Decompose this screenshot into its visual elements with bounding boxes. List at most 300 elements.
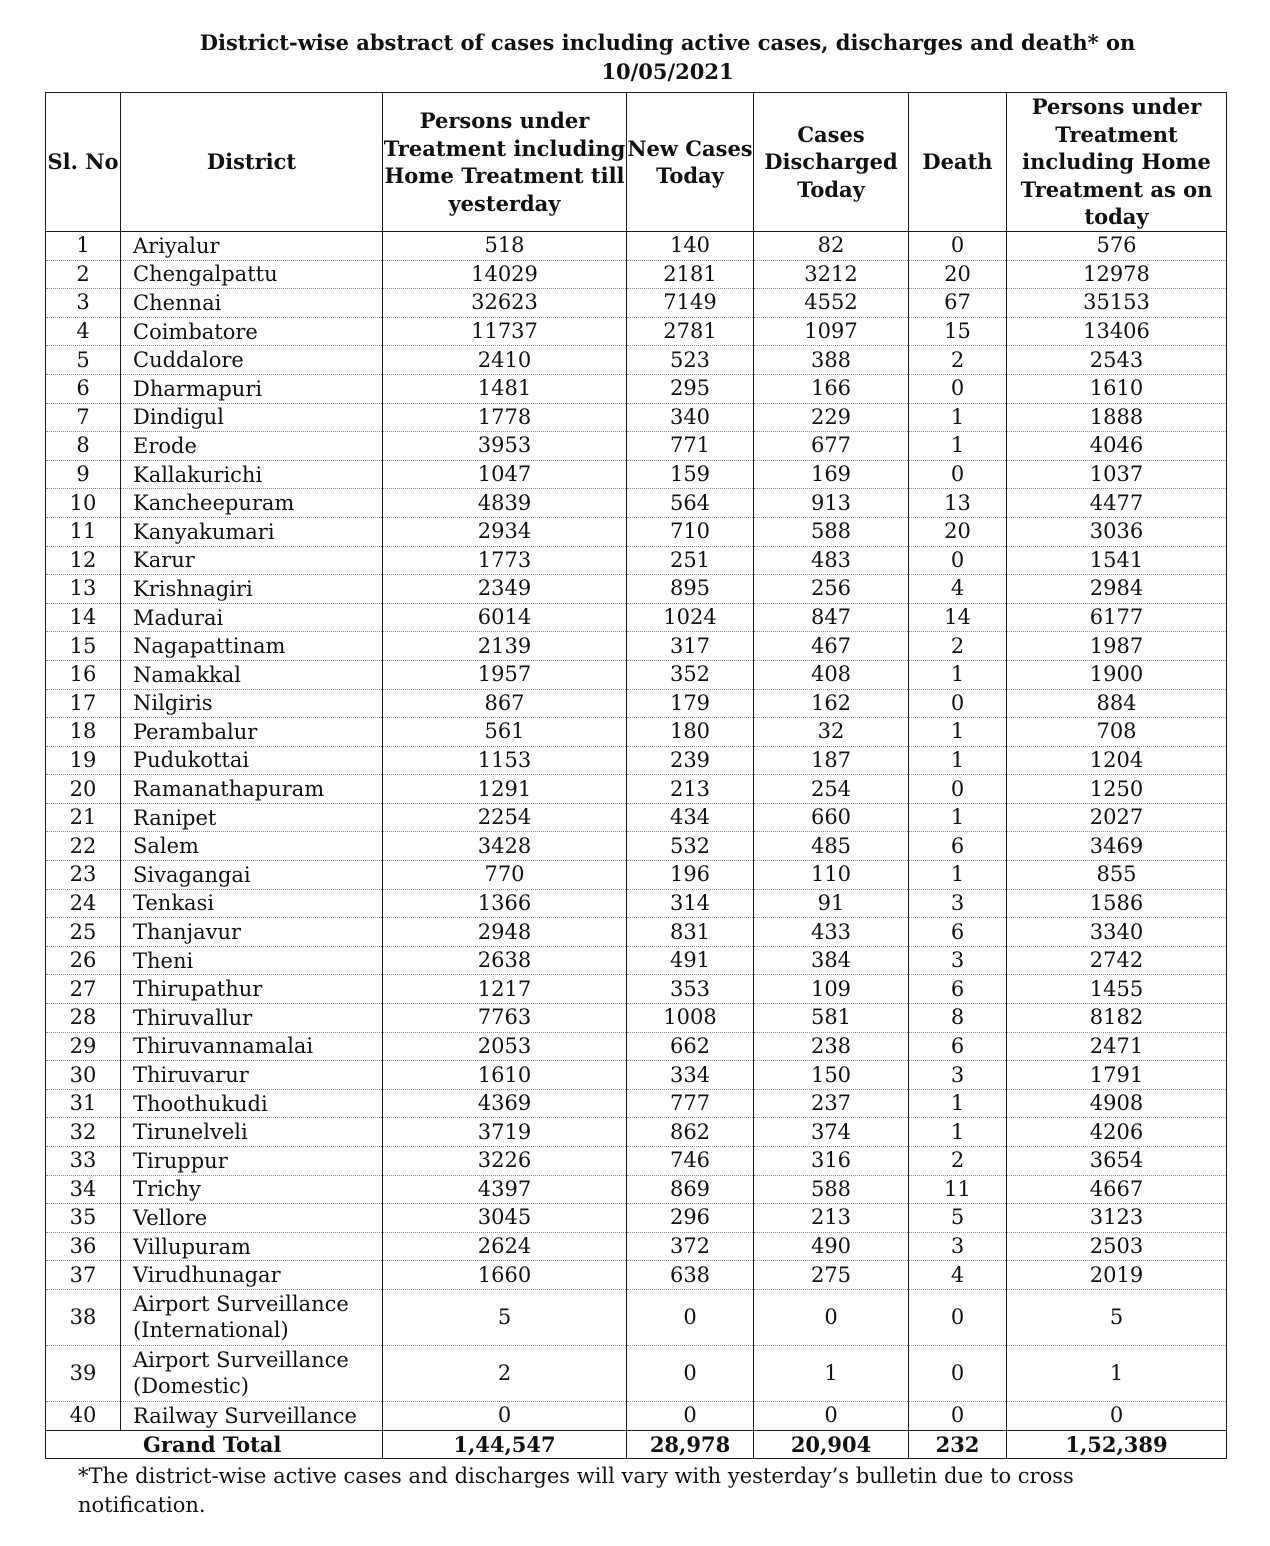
cell-under-treatment-yesterday: 1610 [383, 1061, 627, 1090]
cell-under-treatment-yesterday: 3045 [383, 1204, 627, 1233]
cell-under-treatment-yesterday: 2624 [383, 1232, 627, 1261]
cell-district: Nilgiris [121, 689, 383, 718]
cell-district: Thoothukudi [121, 1089, 383, 1118]
table-row [46, 946, 1227, 975]
table-row [46, 832, 1227, 861]
cell-death: 0 [909, 546, 1007, 575]
cell-discharged: 254 [754, 775, 909, 804]
cell-under-treatment-today: 4667 [1007, 1175, 1227, 1204]
cell-under-treatment-today: 2019 [1007, 1261, 1227, 1290]
cell-sl-no: 37 [46, 1261, 121, 1290]
cell-under-treatment-yesterday: 1153 [383, 746, 627, 775]
cell-under-treatment-today: 35153 [1007, 289, 1227, 318]
cell-under-treatment-yesterday: 1778 [383, 403, 627, 432]
cell-under-treatment-yesterday: 5 [383, 1289, 627, 1345]
cell-under-treatment-yesterday: 1047 [383, 460, 627, 489]
cell-new-cases: 2181 [627, 260, 754, 289]
cell-under-treatment-yesterday: 518 [383, 232, 627, 261]
cell-under-treatment-today: 3469 [1007, 832, 1227, 861]
table-row [46, 489, 1227, 518]
table-row [46, 403, 1227, 432]
cell-district: Tiruppur [121, 1147, 383, 1176]
cell-discharged: 275 [754, 1261, 909, 1290]
cell-district: Thirupathur [121, 975, 383, 1004]
cell-district: Karur [121, 546, 383, 575]
cell-under-treatment-yesterday: 2410 [383, 346, 627, 375]
table-row [46, 546, 1227, 575]
cell-under-treatment-today: 576 [1007, 232, 1227, 261]
cell-death: 0 [909, 460, 1007, 489]
cell-under-treatment-yesterday: 1291 [383, 775, 627, 804]
cell-death: 4 [909, 1261, 1007, 1290]
title-line-2: 10/05/2021 [601, 59, 734, 84]
table-row [46, 718, 1227, 747]
cell-sl-no: 32 [46, 1118, 121, 1147]
cell-under-treatment-yesterday: 2349 [383, 575, 627, 604]
cell-death: 13 [909, 489, 1007, 518]
cell-death: 3 [909, 889, 1007, 918]
cell-sl-no: 27 [46, 975, 121, 1004]
cell-new-cases: 777 [627, 1089, 754, 1118]
cell-death: 0 [909, 1289, 1007, 1345]
cell-discharged: 1 [754, 1345, 909, 1401]
cell-district: Airport Surveillance (Domestic) [121, 1345, 383, 1401]
cell-death: 1 [909, 403, 1007, 432]
cell-under-treatment-yesterday: 561 [383, 718, 627, 747]
cell-death: 3 [909, 946, 1007, 975]
cell-discharged: 4552 [754, 289, 909, 318]
table-row [46, 746, 1227, 775]
cell-sl-no: 13 [46, 575, 121, 604]
cell-under-treatment-today: 2503 [1007, 1232, 1227, 1261]
cell-discharged: 256 [754, 575, 909, 604]
table-row [46, 374, 1227, 403]
cell-sl-no: 14 [46, 603, 121, 632]
cell-sl-no: 6 [46, 374, 121, 403]
cell-discharged: 110 [754, 861, 909, 890]
page-title [0, 28, 1270, 86]
cell-new-cases: 434 [627, 803, 754, 832]
cell-under-treatment-today: 8182 [1007, 1004, 1227, 1033]
cell-under-treatment-today: 12978 [1007, 260, 1227, 289]
cell-district: Dindigul [121, 403, 383, 432]
cell-new-cases: 0 [627, 1401, 754, 1430]
cell-under-treatment-yesterday: 4397 [383, 1175, 627, 1204]
cell-under-treatment-today: 5 [1007, 1289, 1227, 1345]
title-line-1: District-wise abstract of cases including active cases, discharges and death* on [199, 30, 1136, 55]
table-row [46, 432, 1227, 461]
cell-sl-no: 7 [46, 403, 121, 432]
table-row [46, 289, 1227, 318]
header-row [46, 93, 1227, 232]
cell-district: Ariyalur [121, 232, 383, 261]
cell-sl-no: 12 [46, 546, 121, 575]
cell-sl-no: 20 [46, 775, 121, 804]
cell-discharged: 588 [754, 517, 909, 546]
cell-discharged: 32 [754, 718, 909, 747]
cell-district: Thiruvarur [121, 1061, 383, 1090]
cell-discharged: 213 [754, 1204, 909, 1233]
cell-sl-no: 34 [46, 1175, 121, 1204]
cell-sl-no: 35 [46, 1204, 121, 1233]
cell-discharged: 490 [754, 1232, 909, 1261]
cell-district: Nagapattinam [121, 632, 383, 661]
header-death: Death [909, 93, 1007, 232]
cell-district: Thiruvannamalai [121, 1032, 383, 1061]
cell-new-cases: 251 [627, 546, 754, 575]
cell-death: 1 [909, 660, 1007, 689]
cell-under-treatment-today: 855 [1007, 861, 1227, 890]
cell-under-treatment-today: 3036 [1007, 517, 1227, 546]
header-under-treatment-yesterday: Persons under Treatment including Home Treatment till yesterday [383, 93, 627, 232]
cell-district: Railway Surveillance [121, 1401, 383, 1430]
cell-under-treatment-yesterday: 2948 [383, 918, 627, 947]
cell-sl-no: 25 [46, 918, 121, 947]
cell-death: 1 [909, 1089, 1007, 1118]
table-row [46, 1089, 1227, 1118]
total-discharged: 20,904 [754, 1430, 909, 1458]
cell-under-treatment-today: 1586 [1007, 889, 1227, 918]
table-row [46, 1345, 1227, 1401]
cell-death: 0 [909, 232, 1007, 261]
cell-sl-no: 30 [46, 1061, 121, 1090]
cell-under-treatment-today: 4046 [1007, 432, 1227, 461]
cell-new-cases: 1024 [627, 603, 754, 632]
cell-district: Airport Surveillance (International) [121, 1289, 383, 1345]
table-row [46, 918, 1227, 947]
cell-sl-no: 18 [46, 718, 121, 747]
cell-district: Kanyakumari [121, 517, 383, 546]
cell-under-treatment-today: 1900 [1007, 660, 1227, 689]
total-death: 232 [909, 1430, 1007, 1458]
cell-under-treatment-today: 1455 [1007, 975, 1227, 1004]
cell-discharged: 408 [754, 660, 909, 689]
cell-under-treatment-today: 884 [1007, 689, 1227, 718]
cell-under-treatment-today: 2027 [1007, 803, 1227, 832]
cell-sl-no: 33 [46, 1147, 121, 1176]
cell-sl-no: 29 [46, 1032, 121, 1061]
cell-under-treatment-today: 2471 [1007, 1032, 1227, 1061]
cell-sl-no: 39 [46, 1345, 121, 1401]
cell-under-treatment-today: 1541 [1007, 546, 1227, 575]
cell-death: 0 [909, 775, 1007, 804]
cell-new-cases: 314 [627, 889, 754, 918]
cell-new-cases: 180 [627, 718, 754, 747]
cell-district: Kancheepuram [121, 489, 383, 518]
table-row [46, 517, 1227, 546]
cell-under-treatment-today: 1987 [1007, 632, 1227, 661]
cell-district: Erode [121, 432, 383, 461]
cell-under-treatment-today: 1204 [1007, 746, 1227, 775]
cell-sl-no: 17 [46, 689, 121, 718]
table-row [46, 689, 1227, 718]
cell-death: 0 [909, 1401, 1007, 1430]
cell-death: 1 [909, 803, 1007, 832]
header-new-cases: New Cases Today [627, 93, 754, 232]
cell-sl-no: 24 [46, 889, 121, 918]
cell-discharged: 0 [754, 1289, 909, 1345]
grand-total-row [46, 1430, 1227, 1458]
table-row [46, 317, 1227, 346]
cell-sl-no: 38 [46, 1289, 121, 1345]
cell-district: Theni [121, 946, 383, 975]
table-row [46, 1118, 1227, 1147]
cell-sl-no: 26 [46, 946, 121, 975]
cell-under-treatment-yesterday: 1773 [383, 546, 627, 575]
cell-under-treatment-today: 3340 [1007, 918, 1227, 947]
cell-death: 0 [909, 1345, 1007, 1401]
cell-sl-no: 22 [46, 832, 121, 861]
cell-under-treatment-yesterday: 2934 [383, 517, 627, 546]
table-row [46, 575, 1227, 604]
cell-death: 20 [909, 260, 1007, 289]
cell-new-cases: 771 [627, 432, 754, 461]
cell-under-treatment-yesterday: 6014 [383, 603, 627, 632]
cell-new-cases: 831 [627, 918, 754, 947]
cell-new-cases: 296 [627, 1204, 754, 1233]
cell-new-cases: 213 [627, 775, 754, 804]
cell-discharged: 82 [754, 232, 909, 261]
table-row [46, 1204, 1227, 1233]
cell-discharged: 166 [754, 374, 909, 403]
cell-new-cases: 869 [627, 1175, 754, 1204]
cell-sl-no: 23 [46, 861, 121, 890]
cell-discharged: 677 [754, 432, 909, 461]
table-row [46, 775, 1227, 804]
cell-discharged: 150 [754, 1061, 909, 1090]
table-row [46, 1061, 1227, 1090]
cell-under-treatment-today: 4477 [1007, 489, 1227, 518]
cell-district: Dharmapuri [121, 374, 383, 403]
cell-death: 1 [909, 718, 1007, 747]
cell-discharged: 660 [754, 803, 909, 832]
cell-death: 2 [909, 1147, 1007, 1176]
table-row [46, 1175, 1227, 1204]
cell-district: Ramanathapuram [121, 775, 383, 804]
cell-district: Madurai [121, 603, 383, 632]
table-row [46, 1032, 1227, 1061]
cell-district: Virudhunagar [121, 1261, 383, 1290]
cell-new-cases: 196 [627, 861, 754, 890]
cell-discharged: 374 [754, 1118, 909, 1147]
cell-discharged: 91 [754, 889, 909, 918]
cell-new-cases: 710 [627, 517, 754, 546]
table-row [46, 1261, 1227, 1290]
cell-under-treatment-yesterday: 867 [383, 689, 627, 718]
table-row [46, 632, 1227, 661]
cell-under-treatment-yesterday: 0 [383, 1401, 627, 1430]
cell-new-cases: 862 [627, 1118, 754, 1147]
cell-discharged: 316 [754, 1147, 909, 1176]
cell-new-cases: 2781 [627, 317, 754, 346]
cell-under-treatment-yesterday: 4369 [383, 1089, 627, 1118]
cell-new-cases: 0 [627, 1345, 754, 1401]
cell-discharged: 588 [754, 1175, 909, 1204]
cell-discharged: 229 [754, 403, 909, 432]
cell-district: Chennai [121, 289, 383, 318]
cell-new-cases: 372 [627, 1232, 754, 1261]
cell-under-treatment-yesterday: 2254 [383, 803, 627, 832]
cell-under-treatment-yesterday: 2139 [383, 632, 627, 661]
cell-under-treatment-yesterday: 1217 [383, 975, 627, 1004]
cell-discharged: 3212 [754, 260, 909, 289]
cell-death: 1 [909, 746, 1007, 775]
cell-district: Villupuram [121, 1232, 383, 1261]
cell-death: 1 [909, 861, 1007, 890]
cell-discharged: 433 [754, 918, 909, 947]
cell-death: 4 [909, 575, 1007, 604]
cell-death: 2 [909, 346, 1007, 375]
cell-district: Perambalur [121, 718, 383, 747]
cell-new-cases: 352 [627, 660, 754, 689]
table-row [46, 1147, 1227, 1176]
cell-new-cases: 179 [627, 689, 754, 718]
cell-under-treatment-yesterday: 2 [383, 1345, 627, 1401]
cell-district: Tirunelveli [121, 1118, 383, 1147]
cell-under-treatment-yesterday: 3226 [383, 1147, 627, 1176]
table-row [46, 803, 1227, 832]
cell-district: Sivagangai [121, 861, 383, 890]
cell-death: 3 [909, 1061, 1007, 1090]
cell-death: 20 [909, 517, 1007, 546]
cell-under-treatment-yesterday: 32623 [383, 289, 627, 318]
cell-sl-no: 19 [46, 746, 121, 775]
table-row [46, 861, 1227, 890]
table-row [46, 1232, 1227, 1261]
grand-total-label: Grand Total [46, 1430, 383, 1458]
cell-sl-no: 9 [46, 460, 121, 489]
cell-under-treatment-today: 4206 [1007, 1118, 1227, 1147]
table-row [46, 975, 1227, 1004]
cell-discharged: 847 [754, 603, 909, 632]
cell-discharged: 913 [754, 489, 909, 518]
cell-under-treatment-yesterday: 3953 [383, 432, 627, 461]
table-row [46, 889, 1227, 918]
cell-death: 3 [909, 1232, 1007, 1261]
cell-new-cases: 746 [627, 1147, 754, 1176]
table-row [46, 1401, 1227, 1430]
cell-under-treatment-yesterday: 1366 [383, 889, 627, 918]
cell-under-treatment-today: 3123 [1007, 1204, 1227, 1233]
cell-new-cases: 523 [627, 346, 754, 375]
cell-under-treatment-yesterday: 11737 [383, 317, 627, 346]
cell-new-cases: 638 [627, 1261, 754, 1290]
cell-under-treatment-today: 6177 [1007, 603, 1227, 632]
cell-under-treatment-today: 0 [1007, 1401, 1227, 1430]
cell-under-treatment-today: 1 [1007, 1345, 1227, 1401]
cell-new-cases: 532 [627, 832, 754, 861]
cell-discharged: 169 [754, 460, 909, 489]
cell-discharged: 187 [754, 746, 909, 775]
cell-under-treatment-yesterday: 1957 [383, 660, 627, 689]
cell-district: Chengalpattu [121, 260, 383, 289]
cell-sl-no: 8 [46, 432, 121, 461]
cell-discharged: 388 [754, 346, 909, 375]
cell-under-treatment-yesterday: 3428 [383, 832, 627, 861]
cell-under-treatment-today: 1037 [1007, 460, 1227, 489]
header-discharged: Cases Discharged Today [754, 93, 909, 232]
cell-new-cases: 353 [627, 975, 754, 1004]
total-under-treatment-today: 1,52,389 [1007, 1430, 1227, 1458]
cell-new-cases: 7149 [627, 289, 754, 318]
cell-district: Coimbatore [121, 317, 383, 346]
cell-sl-no: 10 [46, 489, 121, 518]
cell-sl-no: 2 [46, 260, 121, 289]
cell-under-treatment-yesterday: 1481 [383, 374, 627, 403]
total-under-treatment-yesterday: 1,44,547 [383, 1430, 627, 1458]
table-row [46, 346, 1227, 375]
cell-under-treatment-today: 708 [1007, 718, 1227, 747]
cell-sl-no: 1 [46, 232, 121, 261]
cell-discharged: 0 [754, 1401, 909, 1430]
header-district: District [121, 93, 383, 232]
cell-sl-no: 5 [46, 346, 121, 375]
cell-district: Tenkasi [121, 889, 383, 918]
cell-death: 6 [909, 918, 1007, 947]
cell-under-treatment-today: 1888 [1007, 403, 1227, 432]
cell-new-cases: 140 [627, 232, 754, 261]
cell-sl-no: 28 [46, 1004, 121, 1033]
cell-district: Ranipet [121, 803, 383, 832]
cell-sl-no: 36 [46, 1232, 121, 1261]
cell-new-cases: 0 [627, 1289, 754, 1345]
cell-death: 8 [909, 1004, 1007, 1033]
cell-discharged: 581 [754, 1004, 909, 1033]
cell-under-treatment-yesterday: 7763 [383, 1004, 627, 1033]
footnote: *The district-wise active cases and discharges will vary with yesterday’s bulletin due to cross notification. [78, 1464, 1074, 1517]
cell-sl-no: 4 [46, 317, 121, 346]
cell-under-treatment-yesterday: 1660 [383, 1261, 627, 1290]
cell-death: 6 [909, 1032, 1007, 1061]
cell-death: 5 [909, 1204, 1007, 1233]
table-row [46, 660, 1227, 689]
cell-death: 0 [909, 689, 1007, 718]
cell-district: Trichy [121, 1175, 383, 1204]
cell-district: Kallakurichi [121, 460, 383, 489]
cell-sl-no: 40 [46, 1401, 121, 1430]
cell-discharged: 109 [754, 975, 909, 1004]
header-under-treatment-today: Persons under Treatment including Home Treatment as on today [1007, 93, 1227, 232]
cell-under-treatment-today: 4908 [1007, 1089, 1227, 1118]
cell-sl-no: 16 [46, 660, 121, 689]
cell-sl-no: 21 [46, 803, 121, 832]
cell-death: 14 [909, 603, 1007, 632]
cell-under-treatment-yesterday: 4839 [383, 489, 627, 518]
table-row [46, 232, 1227, 261]
cell-discharged: 237 [754, 1089, 909, 1118]
table-row [46, 1004, 1227, 1033]
cell-death: 1 [909, 1118, 1007, 1147]
cell-death: 67 [909, 289, 1007, 318]
cell-under-treatment-today: 2984 [1007, 575, 1227, 604]
cell-under-treatment-today: 13406 [1007, 317, 1227, 346]
cell-under-treatment-yesterday: 14029 [383, 260, 627, 289]
cell-district: Vellore [121, 1204, 383, 1233]
cell-sl-no: 15 [46, 632, 121, 661]
cell-under-treatment-today: 3654 [1007, 1147, 1227, 1176]
cell-discharged: 162 [754, 689, 909, 718]
cell-new-cases: 895 [627, 575, 754, 604]
cell-new-cases: 662 [627, 1032, 754, 1061]
cell-under-treatment-today: 1791 [1007, 1061, 1227, 1090]
cell-new-cases: 295 [627, 374, 754, 403]
cell-new-cases: 340 [627, 403, 754, 432]
cell-new-cases: 317 [627, 632, 754, 661]
cell-district: Krishnagiri [121, 575, 383, 604]
cell-discharged: 467 [754, 632, 909, 661]
cell-death: 0 [909, 374, 1007, 403]
cell-death: 6 [909, 832, 1007, 861]
